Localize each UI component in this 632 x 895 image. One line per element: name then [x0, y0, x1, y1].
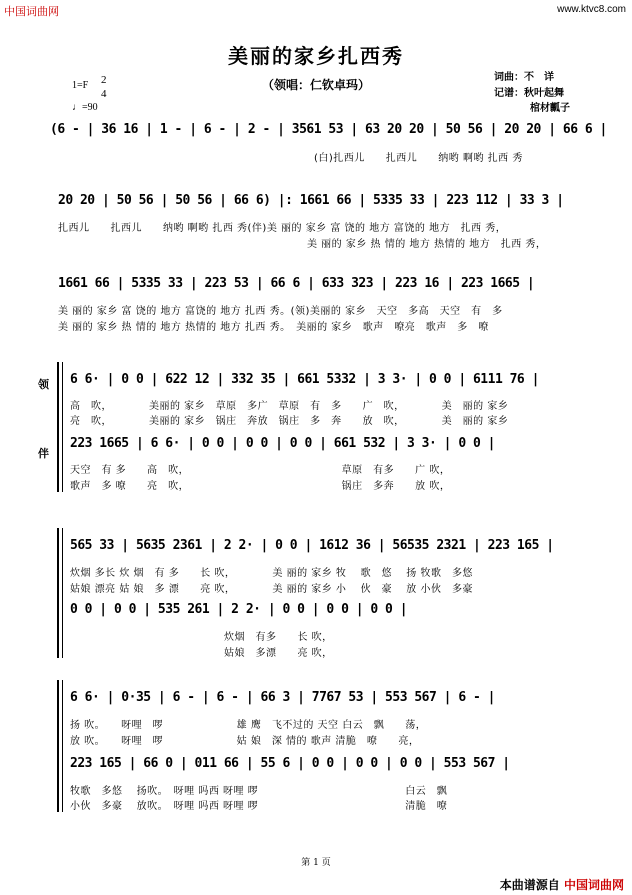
time-signature-bottom: 4	[101, 88, 107, 100]
footer-source-site[interactable]: 中国词曲网	[563, 878, 624, 892]
label-accompaniment: 伴	[38, 447, 49, 460]
lyric-line-5b: 歌声 多 嘹 亮 吹， 锅庄 多奔 放 吹，	[70, 481, 451, 492]
lyric-line-8a: 扬 吹。 呀哩 啰 雄 鹰 飞不过的 天空 白云 飘 荡，	[70, 720, 427, 731]
notation-line-5: 223 1665 | 6 6· | 0 0 | 0 0 | 0 0 | 661 532 | 3 3· | 0 0 |	[70, 436, 495, 451]
lyric-line-5a: 天空 有 多 高 吹， 草原 有多 广 吹，	[70, 465, 451, 476]
lyric-line-7a: 炊烟 有多 长 吹，	[224, 632, 333, 643]
notation-line-3: 1661 66 | 5335 33 | 223 53 | 66 6 | 633 323 | 223 16 | 223 1665 |	[58, 276, 535, 291]
lyricist-credit: 词曲：不 详	[494, 72, 554, 83]
lyric-line-9a: 牧歌 多悠 扬吹。 呀哩 吗西 呀哩 啰 白云 飘	[70, 786, 448, 797]
page-number: 第 1 页	[301, 858, 331, 868]
system-bracket-1	[57, 362, 59, 492]
lyric-line-9b: 小伙 多豪 放吹。 呀哩 吗西 呀哩 啰 清脆 嘹	[70, 801, 448, 812]
notation-line-8: 6 6· | 0·35 | 6 - | 6 - | 66 3 | 7767 53 | 553 567 | 6 - |	[70, 690, 495, 705]
lyric-line-2a: 扎西儿 扎西儿 纳哟 啊哟 扎西 秀(伴)美 丽的 家乡 富 饶的 地方 富饶的 地方 扎西 秀，	[58, 223, 507, 234]
transcriber-credit: 记谱：秋叶起舞	[494, 88, 564, 99]
system-barline-2	[62, 528, 63, 658]
label-lead: 领	[38, 378, 49, 391]
key-signature: 1=F	[72, 80, 89, 91]
system-bracket-3	[57, 680, 59, 812]
song-subtitle: （领唱：仁钦卓玛）	[261, 78, 370, 92]
system-bracket-2	[57, 528, 59, 658]
lyric-line-3b: 美 丽的 家乡 热 情的 地方 热情的 地方 扎西 秀。 美丽的 家乡 歌声 嘹亮 歌声 多 嘹	[58, 322, 489, 333]
site-url-right[interactable]: www.ktvc8.com	[557, 4, 626, 15]
notation-line-6: 565 33 | 5635 2361 | 2 2· | 0 0 | 1612 36 | 56535 2321 | 223 165 |	[70, 538, 554, 553]
system-barline-1	[62, 362, 63, 492]
system-barline-3	[62, 680, 63, 812]
notation-line-7: 0 0 | 0 0 | 535 261 | 2 2· | 0 0 | 0 0 | 0 0 |	[70, 602, 408, 617]
notation-line-1: (6 - | 36 16 | 1 - | 6 - | 2 - | 3561 53 | 63 20 20 | 50 56 | 20 20 | 66 6 |	[50, 122, 607, 137]
lyric-line-8b: 放 吹。 呀哩 啰 姑 娘 深 情的 歌声 清脆 嘹 亮，	[70, 736, 420, 747]
time-signature-top: 2	[101, 74, 107, 86]
notation-line-2: 20 20 | 50 56 | 50 56 | 66 6) |: 1661 66 | 5335 33 | 223 112 | 33 3 |	[58, 193, 564, 208]
lyric-line-3a: 美 丽的 家乡 富 饶的 地方 富饶的 地方 扎西 秀。(领)美丽的 家乡 天空 多高 天空 有 多	[58, 306, 503, 317]
lyric-line-6a: 炊烟 多长 炊 烟 有 多 长 吹， 美 丽的 家乡 牧 歌 悠 扬 牧歌 多悠	[70, 568, 473, 579]
lyric-line-1a: (白)扎西儿 扎西儿 纳哟 啊哟 扎西 秀	[314, 153, 523, 164]
lyric-line-4b: 亮 吹， 美丽的 家乡 锅庄 奔放 锅庄 多 奔 放 吹， 美 丽的 家乡	[70, 416, 509, 427]
producer-credit: 棺材瓤子	[530, 103, 570, 114]
notation-line-4: 6 6· | 0 0 | 622 12 | 332 35 | 661 5332 | 3 3· | 0 0 | 6111 76 |	[70, 372, 539, 387]
lyric-line-4a: 高 吹， 美丽的 家乡 草原 多广 草原 有 多 广 吹， 美 丽的 家乡	[70, 401, 509, 412]
footer-source-text: 本曲谱源自	[499, 878, 560, 892]
tempo-mark: ♩=90	[72, 102, 98, 113]
site-logo-left[interactable]: 中国词曲网	[4, 5, 59, 18]
lyric-line-2b: 美 丽的 家乡 热 情的 地方 热情的 地方 扎西 秀，	[307, 239, 547, 250]
lyric-line-6b: 姑娘 漂亮 姑 娘 多 漂 亮 吹， 美 丽的 家乡 小 伙 豪 放 小伙 多豪	[70, 584, 473, 595]
song-title: 美丽的家乡扎西秀	[228, 44, 404, 68]
lyric-line-7b: 姑娘 多漂 亮 吹，	[224, 648, 333, 659]
notation-line-9: 223 165 | 66 0 | 011 66 | 55 6 | 0 0 | 0 0 | 0 0 | 553 567 |	[70, 756, 510, 771]
footer-source	[500, 876, 624, 893]
